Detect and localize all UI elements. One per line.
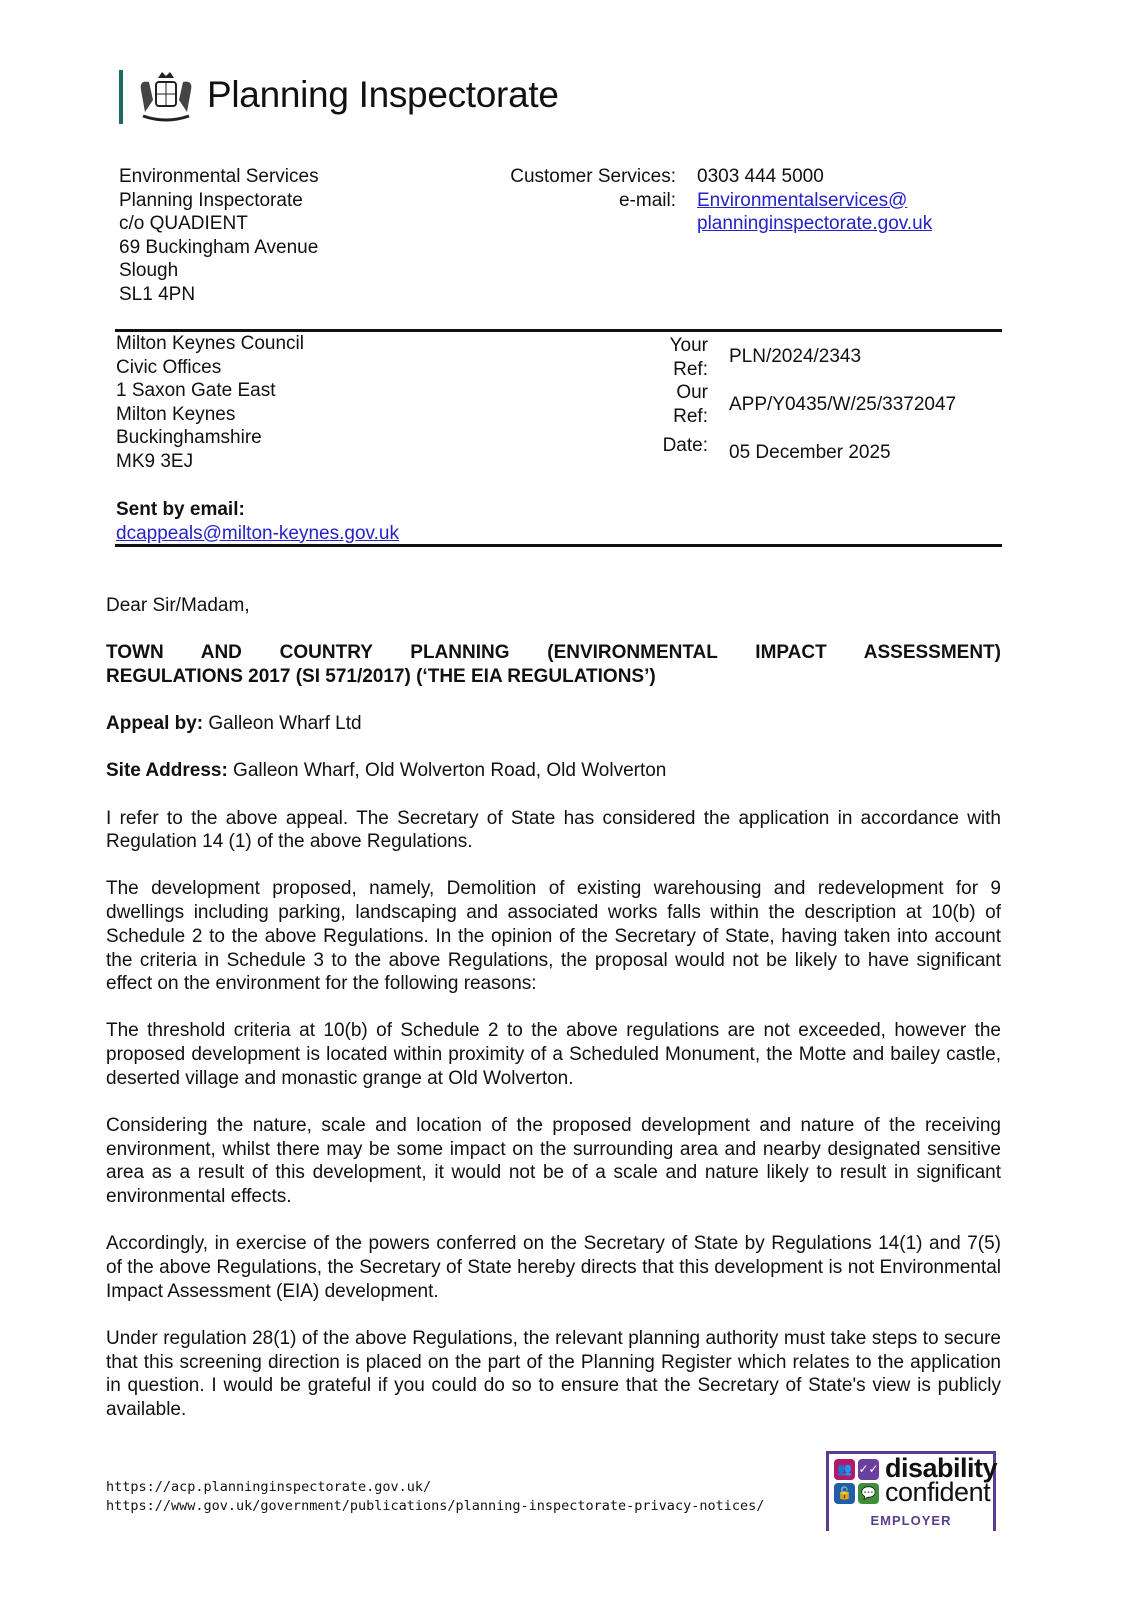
phone-label: Customer Services: bbox=[510, 166, 676, 187]
paragraph: Considering the nature, scale and location of the proposed development and nature of the receiving environment, whilst there may be some impact on the surrounding area and nearby designated sensitive area as a result of this development, it would not be of a scale and nature likely to result in significant environmental effects. bbox=[106, 1115, 1001, 1208]
people-icon: 👥 bbox=[834, 1459, 855, 1480]
paragraph: I refer to the above appeal. The Secretary of State has considered the application in accordance with Regulation 14 (1) of the above Regulations. bbox=[106, 807, 1001, 853]
sent-by-label: Sent by email: bbox=[116, 499, 245, 520]
date-label: Date: bbox=[662, 435, 708, 456]
your-ref-label: Your bbox=[669, 335, 708, 356]
logo-text: Planning Inspectorate bbox=[207, 74, 559, 115]
site-value: Galleon Wharf, Old Wolverton Road, Old Wolverton bbox=[227, 760, 667, 782]
contact-email-link[interactable]: planninginspectorate.gov.uk bbox=[697, 213, 933, 234]
paragraph: The threshold criteria at 10(b) of Schedule 2 to the above regulations are not exceeded, however the proposed development is located within proximity of a Scheduled Monument, the Motte and bailey castle, deserted village and monastic grange at Old Wolverton. bbox=[106, 1020, 1001, 1089]
letter-body bbox=[106, 594, 1001, 1445]
recipient-email-link[interactable]: dcappeals@milton-keynes.gov.uk bbox=[116, 522, 399, 544]
appeal-by bbox=[106, 712, 1001, 736]
footer-links bbox=[106, 1478, 764, 1516]
royal-crest-icon bbox=[135, 68, 197, 126]
recipient-line: Civic Offices bbox=[116, 356, 222, 378]
contact-values bbox=[697, 165, 932, 236]
appeal-label: Appeal by: bbox=[106, 713, 204, 735]
logo-accent-bar bbox=[119, 70, 123, 124]
recipient-line: Milton Keynes bbox=[116, 403, 236, 425]
your-ref: PLN/2024/2343 bbox=[729, 346, 862, 367]
badge-text: disability bbox=[885, 1453, 998, 1483]
paragraph: Accordingly, in exercise of the powers conferred on the Secretary of State by Regulations 14(1) and 7(5) of the above Regulations, the Secretary of State hereby directs that this development is not Environmental Impact Assessment (EIA) development. bbox=[106, 1233, 1001, 1302]
check-icon: ✓✓ bbox=[858, 1459, 879, 1480]
recipient-line: MK9 3EJ bbox=[116, 450, 194, 472]
unlock-icon: 🔓 bbox=[834, 1483, 855, 1504]
badge-text: confident bbox=[885, 1477, 991, 1507]
sender-line: 69 Buckingham Avenue bbox=[119, 236, 319, 258]
disability-confident-badge bbox=[826, 1451, 996, 1531]
sender-address bbox=[119, 165, 319, 306]
phone-number: 0303 444 5000 bbox=[697, 166, 824, 187]
footer-url[interactable]: https://acp.planninginspectorate.gov.uk/ bbox=[106, 1479, 432, 1495]
letter-date: 05 December 2025 bbox=[729, 442, 891, 463]
contact-email-link[interactable]: Environmentalservices@ bbox=[697, 189, 908, 211]
badge-text: EMPLOYER bbox=[870, 1513, 952, 1528]
sender-line: Environmental Services bbox=[119, 166, 319, 187]
contact-labels bbox=[470, 165, 676, 212]
appeal-value: Galleon Wharf Ltd bbox=[203, 713, 362, 735]
site-label: Site Address: bbox=[106, 760, 228, 782]
our-ref-label: Ref: bbox=[673, 405, 708, 427]
recipient-address bbox=[116, 332, 304, 473]
letter-heading: TOWN AND COUNTRY PLANNING (ENVIRONMENTAL IMPACT ASSESSMENT) bbox=[106, 642, 1001, 664]
paragraph: The development proposed, namely, Demolition of existing warehousing and redevelopment for 9 dwellings including parking, landscaping and associated works falls within the description at 10(b) of Schedule 2 to the above Regulations. In the opinion of the Secretary of State, having taken into account the criteria in Schedule 3 to the above Regulations, the proposal would not be likely to have significant effect on the environment for the following reasons: bbox=[106, 878, 1001, 995]
our-ref-label: Our bbox=[676, 382, 708, 403]
divider bbox=[115, 544, 1002, 547]
your-ref-label: Ref: bbox=[673, 358, 708, 380]
sent-by bbox=[116, 498, 399, 545]
footer-url[interactable]: https://www.gov.uk/government/publications/planning-inspectorate-privacy-notices/ bbox=[106, 1498, 765, 1514]
sender-line: SL1 4PN bbox=[119, 283, 196, 305]
speech-icon: 💬 bbox=[858, 1483, 879, 1504]
email-label: e-mail: bbox=[618, 189, 676, 211]
sender-line: Planning Inspectorate bbox=[119, 189, 303, 211]
letter-heading: REGULATIONS 2017 (SI 571/2017) (‘THE EIA REGULATIONS’) bbox=[106, 665, 656, 687]
recipient-line: 1 Saxon Gate East bbox=[116, 380, 276, 401]
paragraph: Under regulation 28(1) of the above Regulations, the relevant planning authority must take steps to secure that this screening direction is placed on the part of the Planning Register which relates to the application in question. I would be grateful if you could do so to ensure that the Secretary of State's view is publicly available. bbox=[106, 1327, 1001, 1421]
recipient-line: Milton Keynes Council bbox=[116, 333, 304, 354]
salutation: Dear Sir/Madam, bbox=[106, 595, 250, 616]
our-ref: APP/Y0435/W/25/3372047 bbox=[729, 394, 957, 415]
sender-line: c/o QUADIENT bbox=[119, 213, 248, 234]
recipient-line: Buckinghamshire bbox=[116, 427, 262, 448]
site-address bbox=[106, 759, 1001, 783]
sender-line: Slough bbox=[119, 260, 179, 281]
ref-labels bbox=[600, 334, 708, 458]
